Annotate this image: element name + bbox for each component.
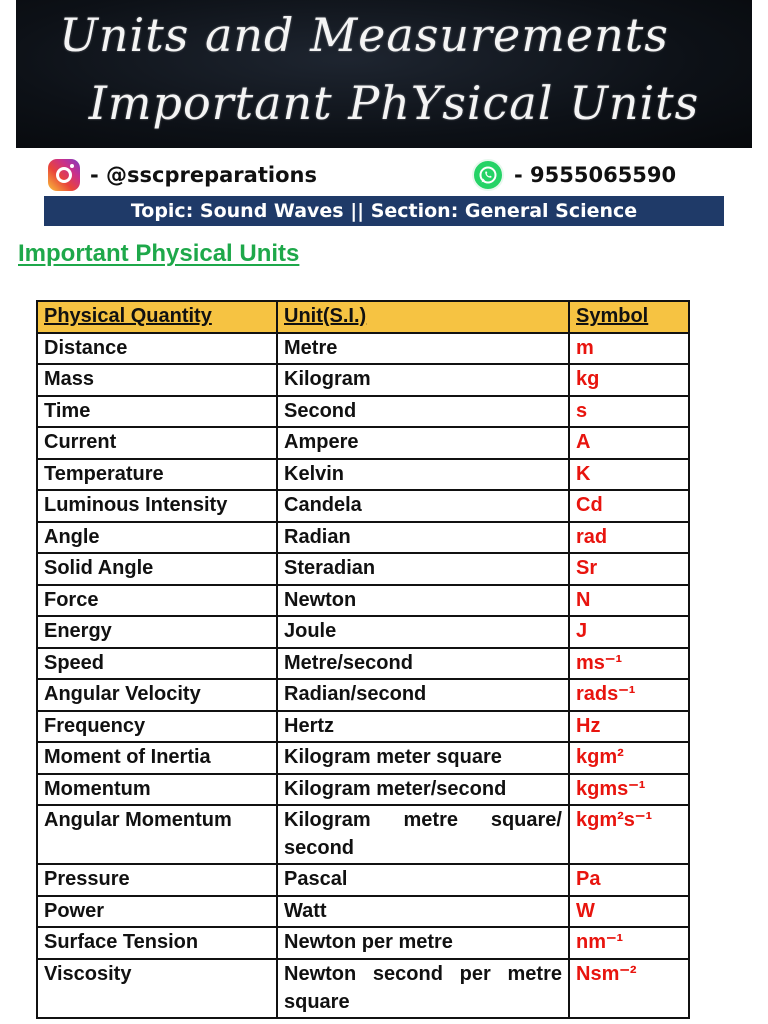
- unit-cell: Second: [277, 396, 569, 428]
- unit-cell: Joule: [277, 616, 569, 648]
- unit-cell: Newton: [277, 585, 569, 617]
- quantity-cell: Time: [37, 396, 277, 428]
- table-row: [37, 585, 689, 617]
- symbol-cell: Nsm⁻²: [569, 959, 689, 1018]
- symbol-cell: m: [569, 333, 689, 365]
- table-row: [37, 679, 689, 711]
- instagram-contact[interactable]: [48, 158, 317, 192]
- quantity-cell: Moment of Inertia: [37, 742, 277, 774]
- quantity-cell: Angular Velocity: [37, 679, 277, 711]
- unit-cell: Steradian: [277, 553, 569, 585]
- table-row: [37, 616, 689, 648]
- quantity-cell: Angle: [37, 522, 277, 554]
- quantity-cell: Luminous Intensity: [37, 490, 277, 522]
- unit-cell: Hertz: [277, 711, 569, 743]
- unit-cell: Watt: [277, 896, 569, 928]
- quantity-cell: Pressure: [37, 864, 277, 896]
- whatsapp-number[interactable]: - 9555065590: [514, 163, 677, 187]
- symbol-cell: Hz: [569, 711, 689, 743]
- quantity-cell: Frequency: [37, 711, 277, 743]
- quantity-cell: Distance: [37, 333, 277, 365]
- symbol-cell: A: [569, 427, 689, 459]
- unit-cell: Kilogram: [277, 364, 569, 396]
- unit-cell: Radian: [277, 522, 569, 554]
- unit-cell: Candela: [277, 490, 569, 522]
- symbol-cell: ms⁻¹: [569, 648, 689, 680]
- banner-title-line-1: Units and Measurements: [59, 8, 669, 62]
- symbol-cell: kgm²: [569, 742, 689, 774]
- quantity-cell: Power: [37, 896, 277, 928]
- table-row: [37, 711, 689, 743]
- table-row: [37, 553, 689, 585]
- table-row: [37, 959, 689, 1018]
- header-unit: Unit(S.I.): [277, 301, 569, 333]
- topic-bar: Topic: Sound Waves || Section: General Science: [44, 196, 724, 226]
- table-row: [37, 427, 689, 459]
- unit-cell: Kilogram metre square/ second: [277, 805, 569, 864]
- symbol-cell: J: [569, 616, 689, 648]
- title-banner: [16, 0, 752, 148]
- instagram-handle[interactable]: - @sscpreparations: [90, 163, 317, 187]
- unit-cell: Radian/second: [277, 679, 569, 711]
- quantity-cell: Force: [37, 585, 277, 617]
- table-row: [37, 364, 689, 396]
- table-row: [37, 459, 689, 491]
- unit-cell: Ampere: [277, 427, 569, 459]
- unit-cell: Kilogram meter square: [277, 742, 569, 774]
- unit-cell: Newton per metre: [277, 927, 569, 959]
- table-row: [37, 522, 689, 554]
- table-row: [37, 864, 689, 896]
- banner-title-line-2: Important PhYsical Units: [88, 76, 700, 130]
- symbol-cell: Sr: [569, 553, 689, 585]
- unit-cell: Kelvin: [277, 459, 569, 491]
- quantity-cell: Angular Momentum: [37, 805, 277, 864]
- table-row: [37, 896, 689, 928]
- symbol-cell: kg: [569, 364, 689, 396]
- quantity-cell: Temperature: [37, 459, 277, 491]
- symbol-cell: rad: [569, 522, 689, 554]
- table-row: [37, 805, 689, 864]
- whatsapp-contact[interactable]: [472, 158, 676, 192]
- instagram-icon: [48, 159, 80, 191]
- quantity-cell: Speed: [37, 648, 277, 680]
- unit-cell: Newton second per metre square: [277, 959, 569, 1018]
- symbol-cell: rads⁻¹: [569, 679, 689, 711]
- quantity-cell: Current: [37, 427, 277, 459]
- table-row: [37, 333, 689, 365]
- unit-cell: Pascal: [277, 864, 569, 896]
- quantity-cell: Viscosity: [37, 959, 277, 1018]
- quantity-cell: Mass: [37, 364, 277, 396]
- unit-cell: Kilogram meter/second: [277, 774, 569, 806]
- table-row: [37, 490, 689, 522]
- symbol-cell: N: [569, 585, 689, 617]
- whatsapp-icon: [472, 159, 504, 191]
- symbol-cell: K: [569, 459, 689, 491]
- quantity-cell: Surface Tension: [37, 927, 277, 959]
- unit-cell: Metre/second: [277, 648, 569, 680]
- symbol-cell: Pa: [569, 864, 689, 896]
- table-row: [37, 648, 689, 680]
- table-row: [37, 927, 689, 959]
- symbol-cell: Cd: [569, 490, 689, 522]
- symbol-cell: W: [569, 896, 689, 928]
- symbol-cell: nm⁻¹: [569, 927, 689, 959]
- quantity-cell: Energy: [37, 616, 277, 648]
- symbol-cell: kgm²s⁻¹: [569, 805, 689, 864]
- symbol-cell: s: [569, 396, 689, 428]
- quantity-cell: Momentum: [37, 774, 277, 806]
- header-physical-quantity: Physical Quantity: [37, 301, 277, 333]
- table-row: [37, 742, 689, 774]
- units-table: [36, 300, 690, 1019]
- unit-cell: Metre: [277, 333, 569, 365]
- symbol-cell: kgms⁻¹: [569, 774, 689, 806]
- table-row: [37, 396, 689, 428]
- header-symbol: Symbol: [569, 301, 689, 333]
- table-header-row: [37, 301, 689, 333]
- quantity-cell: Solid Angle: [37, 553, 277, 585]
- section-heading: Important Physical Units: [18, 240, 300, 267]
- table-row: [37, 774, 689, 806]
